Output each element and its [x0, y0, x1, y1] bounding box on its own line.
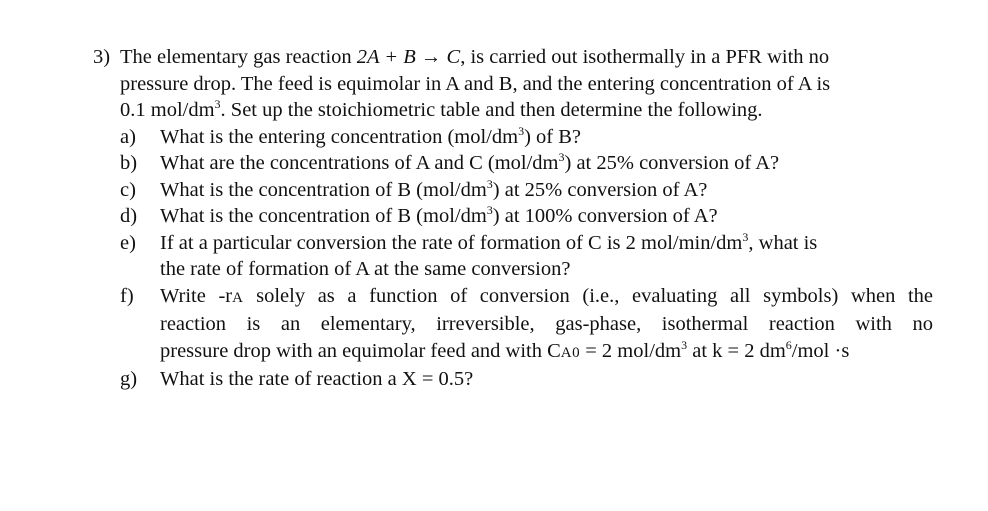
question-e [93, 230, 933, 283]
question-letter: f) [120, 284, 134, 307]
superscript: 3 [742, 229, 749, 244]
question-c [93, 177, 933, 204]
question-g [93, 366, 933, 393]
question-text-part: ) at 25% conversion of A? [564, 152, 780, 174]
question-text-part: What is the entering concentration (mol/dm [160, 125, 519, 148]
statement-line-2: pressure drop. The feed is equimolar in A and B, and the entering concentration of A is [120, 72, 831, 95]
question-letter: a) [120, 125, 136, 148]
question-letter: d) [120, 205, 138, 227]
question-letter: b) [120, 152, 138, 174]
question-a [93, 124, 933, 151]
subscript: A [232, 289, 244, 306]
question-letter: g) [120, 368, 138, 390]
question-text [160, 283, 933, 312]
superscript: 3 [486, 176, 493, 191]
question-text-line-2: the rate of formation of A at the same conversion? [160, 258, 571, 280]
question-text-part: What is the concentration of B (mol/dm [160, 205, 487, 227]
question-text [160, 150, 933, 177]
question-text-line-3 [160, 338, 933, 367]
question-text-line-2: reaction is an elementary, irreversible, gas-phase, isothermal reaction with no [160, 313, 933, 335]
question-text-part: If at a particular conversion the rate of formation of C is 2 mol/min/dm [160, 231, 743, 254]
question-b [93, 150, 933, 177]
superscript: 3 [486, 203, 493, 217]
question-letter: e) [120, 231, 136, 254]
question-text-part: solely as a function of conversion (i.e., evaluating all symbols) when the [243, 284, 934, 307]
question-d [93, 203, 933, 230]
statement-text: The elementary gas reaction [120, 46, 357, 68]
question-f [93, 283, 933, 367]
question-list [93, 124, 933, 393]
question-text-part: Write -r [160, 284, 233, 307]
question-letter: c) [120, 178, 136, 201]
question-text-part: What are the concentrations of A and C (mol/dm [160, 152, 559, 174]
question-text-part: /mol ·s [791, 339, 850, 362]
question-text [160, 124, 933, 151]
problem-number: 3) [93, 46, 111, 68]
statement-text: 0.1 mol/dm [120, 99, 215, 121]
question-text [160, 230, 933, 257]
question-text-part: = 2 mol/dm [580, 339, 682, 362]
superscript: 3 [681, 337, 688, 352]
superscript: 3 [558, 150, 565, 164]
question-text [160, 203, 933, 230]
statement-text: . Set up the stoichiometric table and then determine the following. [220, 99, 763, 121]
problem-3 [93, 44, 933, 393]
reaction-equation: 2A + B → C [356, 46, 461, 68]
statement-line-1 [120, 44, 933, 71]
superscript: 6 [785, 337, 792, 352]
problem-statement [93, 44, 933, 124]
question-text-part: pressure drop with an equimolar feed and with C [160, 339, 561, 362]
question-text-part: ) at 25% conversion of A? [492, 178, 708, 201]
question-text-part: ) of B? [524, 125, 582, 148]
question-text [160, 177, 933, 204]
statement-line-3 [120, 97, 933, 124]
superscript: 3 [518, 123, 525, 138]
statement-text: , is carried out isothermally in a PFR with no [460, 46, 830, 68]
subscript: A0 [560, 344, 581, 361]
superscript: 3 [214, 97, 221, 111]
question-text: What is the rate of reaction a X = 0.5? [160, 368, 474, 390]
question-text-part: What is the concentration of B (mol/dm [160, 178, 487, 201]
question-text-part: , what is [748, 231, 818, 254]
question-text-part: at k = 2 dm [687, 339, 786, 362]
question-text-part: ) at 100% conversion of A? [492, 205, 718, 227]
